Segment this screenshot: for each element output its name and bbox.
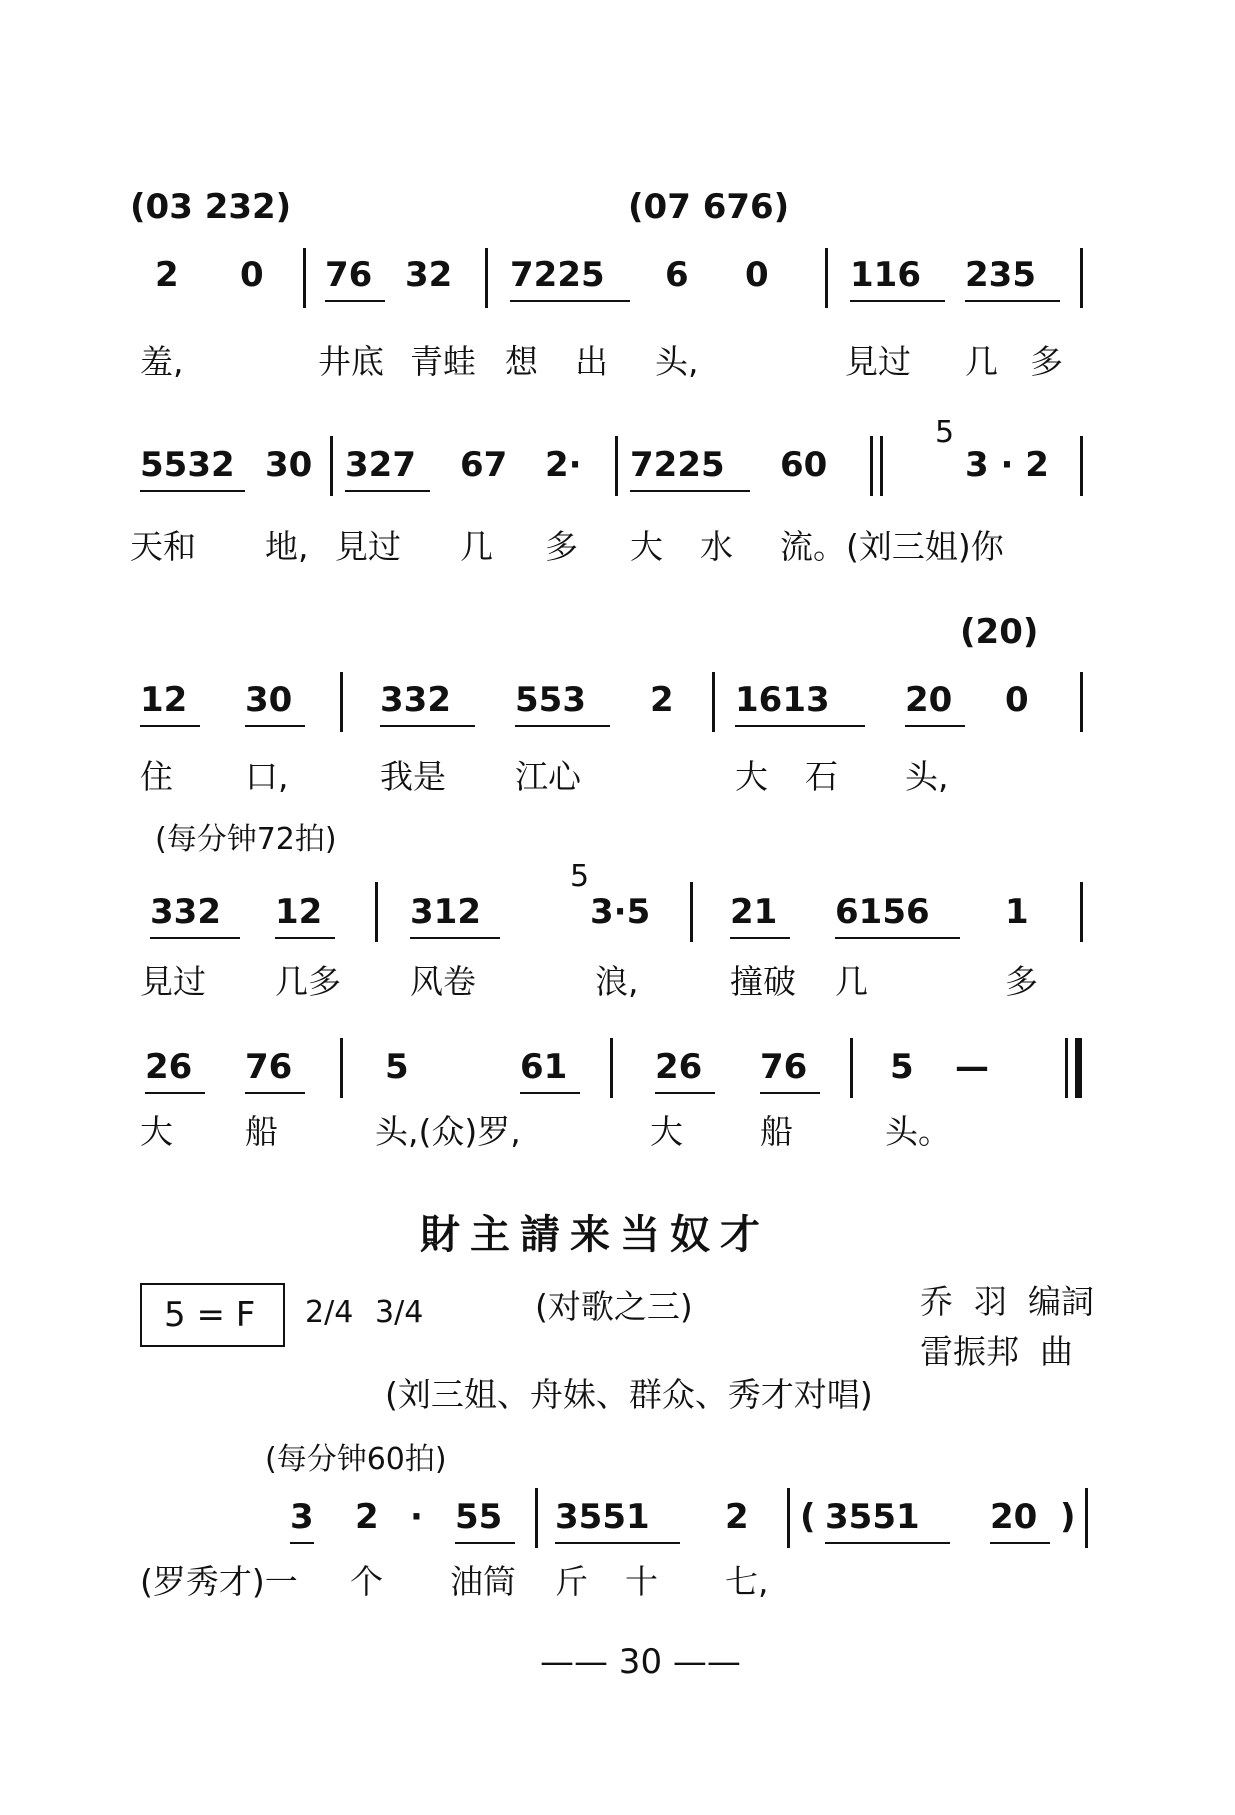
lyric: 几多	[275, 962, 341, 1001]
tempo-marking: (每分钟60拍)	[265, 1442, 447, 1477]
beam	[655, 1092, 715, 1094]
tempo-marking: (每分钟72拍)	[155, 822, 337, 857]
note: 76	[245, 1047, 293, 1087]
lyric: 浪,	[595, 962, 639, 1001]
beam	[835, 937, 960, 939]
note: 2	[355, 1497, 379, 1537]
barline	[330, 436, 333, 496]
lyric: 撞破	[730, 962, 796, 1001]
note: 3551	[555, 1497, 650, 1537]
barline	[375, 882, 378, 942]
barline	[610, 1038, 613, 1098]
barline	[870, 436, 873, 496]
lyric: 地,	[265, 527, 309, 566]
lyricist-credit: 乔 羽 编詞	[920, 1282, 1094, 1321]
note: 20	[905, 680, 953, 720]
performers-note: (刘三姐、舟妹、群众、秀才对唱)	[385, 1375, 873, 1414]
note: 26	[145, 1047, 193, 1087]
note: 235	[965, 255, 1036, 295]
beam	[990, 1542, 1050, 1544]
cue-notes: (03 232)	[130, 187, 292, 227]
note: —	[955, 1047, 989, 1087]
beam	[380, 725, 475, 727]
barline	[1080, 248, 1083, 308]
lyric: 江心	[515, 757, 581, 796]
barline	[485, 248, 488, 308]
note: 0	[1005, 680, 1029, 720]
beam	[140, 490, 245, 492]
note: 5532	[140, 445, 235, 485]
note: 0	[745, 255, 769, 295]
note: 3551	[825, 1497, 920, 1537]
beam	[965, 300, 1060, 302]
lyric: 头,	[905, 757, 949, 796]
note: 5	[890, 1047, 914, 1087]
note: 116	[850, 255, 921, 295]
lyric: 口,	[245, 757, 289, 796]
lyric: 船	[245, 1112, 278, 1151]
beam	[245, 725, 305, 727]
beam	[325, 300, 385, 302]
barline	[535, 1488, 538, 1548]
beam	[290, 1542, 314, 1544]
cue-notes: (20)	[960, 612, 1039, 652]
note: 6156	[835, 892, 930, 932]
lyric: 見过	[335, 527, 401, 566]
note: 60	[780, 445, 828, 485]
beam	[410, 937, 500, 939]
lyric: 几	[965, 342, 998, 381]
note: 12	[140, 680, 188, 720]
note: 553	[515, 680, 586, 720]
lyric: 大	[140, 1112, 173, 1151]
lyric: 船	[760, 1112, 793, 1151]
beam	[275, 937, 335, 939]
lyric: 想	[505, 342, 538, 381]
beam	[555, 1542, 680, 1544]
final-barline	[1075, 1038, 1082, 1098]
note: 2·	[545, 445, 582, 485]
note: 67	[460, 445, 508, 485]
barline	[1080, 436, 1083, 496]
lyric: 見过	[845, 342, 911, 381]
note: 21	[730, 892, 778, 932]
note: 20	[990, 1497, 1038, 1537]
song-subtitle: (对歌之三)	[535, 1287, 693, 1326]
lyric: 七,	[725, 1562, 769, 1601]
lyric: 羞,	[140, 342, 184, 381]
song-title: 財主請来当奴才	[420, 1212, 770, 1258]
lyric: 多	[1005, 962, 1038, 1001]
note: 3·5	[590, 892, 651, 932]
note: 30	[265, 445, 313, 485]
note: 5	[385, 1047, 409, 1087]
lyric: 水	[700, 527, 733, 566]
lyric: 风卷	[410, 962, 476, 1001]
lyric: 油筒	[450, 1562, 516, 1601]
beam	[520, 1092, 580, 1094]
lyric: 头,	[655, 342, 699, 381]
key-signature-box	[140, 1283, 285, 1347]
lyric: 个	[350, 1562, 383, 1601]
lyric: 天和	[130, 527, 196, 566]
lyric: 十	[625, 1562, 658, 1601]
beam	[140, 725, 200, 727]
note: 7225	[510, 255, 605, 295]
note: 32	[405, 255, 453, 295]
lyric: 大	[650, 1112, 683, 1151]
note: 12	[275, 892, 323, 932]
beam	[245, 1092, 305, 1094]
beam	[850, 300, 945, 302]
note: 30	[245, 680, 293, 720]
beam	[510, 300, 630, 302]
beam	[735, 725, 865, 727]
note: 55	[455, 1497, 503, 1537]
barline	[712, 672, 715, 732]
barline	[825, 248, 828, 308]
time-signature: 2/4	[305, 1295, 354, 1330]
lyric: 头。	[885, 1112, 951, 1151]
note: 3	[290, 1497, 314, 1537]
note: 6	[665, 255, 689, 295]
cue-notes: (07 676)	[628, 187, 790, 227]
page-number: —— 30 ——	[540, 1642, 741, 1682]
note: 2	[155, 255, 179, 295]
note: 2	[650, 680, 674, 720]
lyric: 几	[835, 962, 868, 1001]
barline	[1085, 1488, 1088, 1548]
beam	[730, 937, 790, 939]
note: 76	[325, 255, 373, 295]
note: 1	[1005, 892, 1029, 932]
lyric: 見过	[140, 962, 206, 1001]
beam	[825, 1542, 950, 1544]
note: 332	[150, 892, 221, 932]
barline	[1065, 1038, 1068, 1098]
barline	[1080, 882, 1083, 942]
beam	[760, 1092, 820, 1094]
barline	[880, 436, 883, 496]
note: 1613	[735, 680, 830, 720]
lyric: 多	[1030, 342, 1063, 381]
lyric: 大	[735, 757, 768, 796]
lyric: 住	[140, 757, 173, 796]
beam	[515, 725, 610, 727]
barline	[340, 1038, 343, 1098]
composer-credit: 雷振邦 曲	[920, 1332, 1073, 1371]
barline	[787, 1488, 790, 1548]
lyric: 斤	[555, 1562, 588, 1601]
lyric: 青蛙	[410, 342, 476, 381]
note: 7225	[630, 445, 725, 485]
lyric: 井底	[318, 342, 384, 381]
lyric: 多	[545, 527, 578, 566]
note: 332	[380, 680, 451, 720]
barline	[1080, 672, 1083, 732]
lyric: 我是	[380, 757, 446, 796]
note: 76	[760, 1047, 808, 1087]
note: ·	[410, 1497, 423, 1537]
key-signature: 5 = F	[164, 1295, 256, 1335]
beam	[905, 725, 965, 727]
note: 327	[345, 445, 416, 485]
note: 3 · 2	[965, 445, 1049, 485]
beam	[345, 490, 430, 492]
note: 2	[725, 1497, 749, 1537]
note-paren: )	[1060, 1497, 1076, 1537]
grace-note: 5	[570, 859, 590, 894]
beam	[630, 490, 750, 492]
note: 312	[410, 892, 481, 932]
lyric: 出	[575, 342, 608, 381]
beam	[150, 937, 240, 939]
time-signature: 3/4	[375, 1295, 424, 1330]
note: 26	[655, 1047, 703, 1087]
barline	[340, 672, 343, 732]
barline	[615, 436, 618, 496]
barline	[690, 882, 693, 942]
note-paren: (	[800, 1497, 816, 1537]
note: 61	[520, 1047, 568, 1087]
lyric: 石	[805, 757, 838, 796]
grace-note: 5	[935, 415, 955, 450]
lyric: 头,(众)罗,	[375, 1112, 521, 1151]
beam	[145, 1092, 205, 1094]
beam	[455, 1542, 515, 1544]
barline	[850, 1038, 853, 1098]
lyric: 大	[630, 527, 663, 566]
barline	[303, 248, 306, 308]
note: 0	[240, 255, 264, 295]
lyric: (罗秀才)一	[140, 1562, 298, 1601]
lyric: 几	[460, 527, 493, 566]
lyric: 流。(刘三姐)你	[780, 527, 1004, 566]
